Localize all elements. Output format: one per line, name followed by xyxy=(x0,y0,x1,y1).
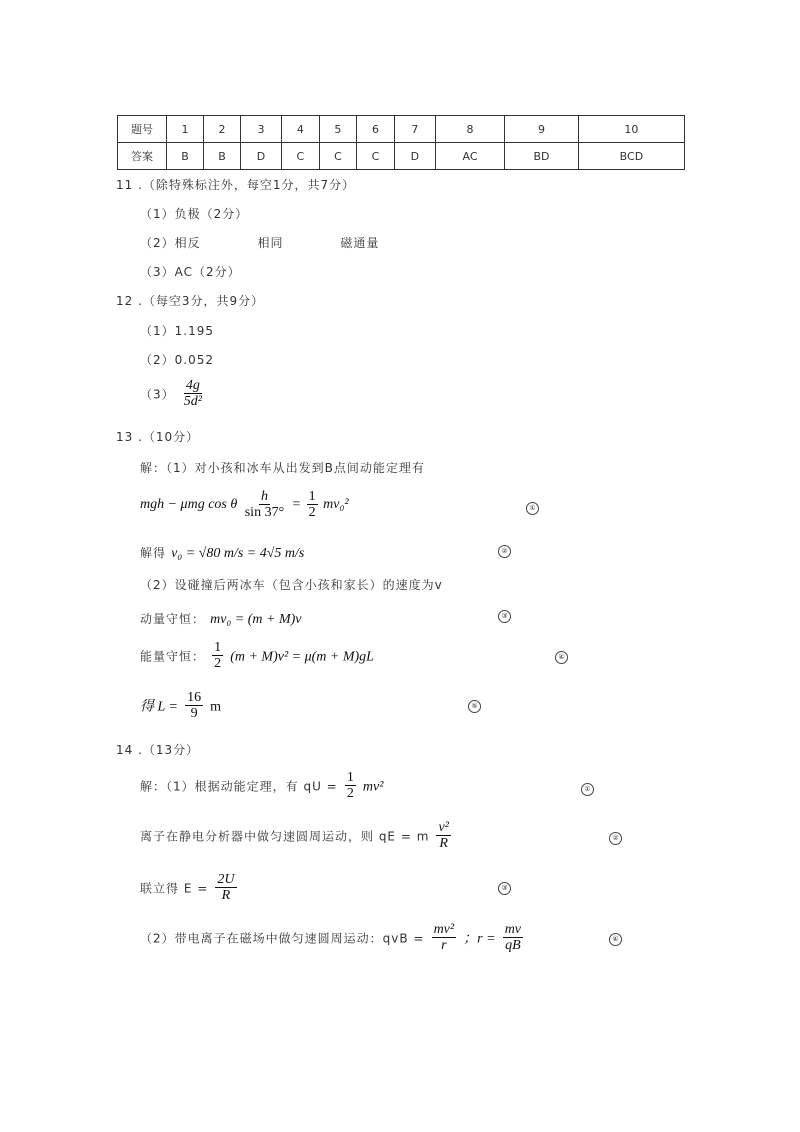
table-row-numbers xyxy=(118,116,685,143)
q14-line1-tail: mv² xyxy=(362,779,384,795)
q13-equation1 xyxy=(140,489,349,521)
marker-1: ① xyxy=(581,783,594,796)
q13-line2-eq: v₀ = √80 m/s = 4√5 m/s xyxy=(171,546,305,561)
q13-line5-label: 能量守恒： xyxy=(140,649,206,664)
q14-line1-label: 解：（1）根据动能定理，有 qU = xyxy=(140,779,338,794)
fraction-numerator: 1 xyxy=(346,770,354,785)
q13-title: 13 .（10分） xyxy=(116,430,200,444)
fraction-numerator: h xyxy=(260,489,268,504)
table-cell: AC xyxy=(435,143,504,170)
table-cell: 8 xyxy=(435,116,504,143)
q14-line4 xyxy=(140,922,525,954)
eq-fraction xyxy=(185,690,203,722)
eq-fraction-half xyxy=(212,640,223,672)
fraction-denominator: sin 37° xyxy=(244,505,285,521)
q13-line4 xyxy=(140,608,302,628)
fraction-denominator: 5d² xyxy=(183,394,202,410)
eq-part: mv₀² xyxy=(323,497,349,513)
table-cell: 7 xyxy=(394,116,435,143)
q13-line4-eq: mv₀ = (m + M)v xyxy=(210,612,302,627)
marker-5: ⑤ xyxy=(468,700,481,713)
q13-line6 xyxy=(140,690,221,722)
table-cell: 10 xyxy=(578,116,684,143)
answer-table xyxy=(117,115,685,170)
fraction-denominator: 2 xyxy=(308,505,316,521)
table-cell: 1 xyxy=(167,116,204,143)
marker-2: ② xyxy=(609,832,622,845)
table-cell: B xyxy=(203,143,240,170)
row-label-number: 题号 xyxy=(118,116,167,143)
table-cell: D xyxy=(240,143,281,170)
table-cell: D xyxy=(394,143,435,170)
table-cell: C xyxy=(357,143,395,170)
q11-title: 11 .（除特殊标注外，每空1分，共7分） xyxy=(116,178,356,192)
q13-line4-label: 动量守恒： xyxy=(140,612,206,626)
fraction-denominator: R xyxy=(221,888,231,904)
marker-4: ④ xyxy=(609,933,622,946)
fraction-numerator: v² xyxy=(438,820,449,835)
q11-part2-b: 相同 xyxy=(257,236,284,250)
q14-line3 xyxy=(140,872,239,904)
q14-line2 xyxy=(140,820,453,852)
q13-line3: （2）设碰撞后两冰车（包含小孩和家长）的速度为v xyxy=(140,578,443,592)
marker-1: ① xyxy=(526,502,539,515)
table-cell: 2 xyxy=(203,116,240,143)
q12-part3-label: （3） xyxy=(140,387,175,402)
q13-line5 xyxy=(140,640,374,672)
q12-part1: （1）1.195 xyxy=(140,324,214,338)
q13-line2 xyxy=(140,542,304,562)
eq-fraction xyxy=(432,922,457,954)
table-cell: BCD xyxy=(578,143,684,170)
q14-line1 xyxy=(140,770,383,802)
fraction-numerator: 16 xyxy=(187,690,202,705)
table-cell: C xyxy=(319,143,357,170)
q14-line4-label: （2）带电离子在磁场中做匀速圆周运动：qvB = xyxy=(140,931,425,946)
table-cell: B xyxy=(167,143,204,170)
q13-line1: 解：（1）对小孩和冰车从出发到B点间动能定理有 xyxy=(140,461,425,475)
fraction-numerator: mv xyxy=(504,922,522,937)
q11-part3: （3）AC（2分） xyxy=(140,265,241,279)
fraction-denominator: 2 xyxy=(346,786,354,802)
q12-title: 12 .（每空3分，共9分） xyxy=(116,294,265,308)
q13-line6-unit: m xyxy=(210,699,222,715)
eq-fraction xyxy=(503,922,523,954)
fraction-denominator: 9 xyxy=(190,706,198,722)
q14-title: 14 .（13分） xyxy=(116,743,200,757)
eq-part: mgh − μmg cos θ xyxy=(140,497,238,513)
q11-part2-a: （2）相反 xyxy=(140,236,201,250)
table-cell: 3 xyxy=(240,116,281,143)
eq-fraction xyxy=(243,489,286,521)
marker-3: ③ xyxy=(498,882,511,895)
q12-part3 xyxy=(140,378,206,410)
table-cell: 5 xyxy=(319,116,357,143)
marker-2: ② xyxy=(498,545,511,558)
fraction-denominator: R xyxy=(439,836,448,852)
table-cell: 9 xyxy=(505,116,579,143)
marker-3: ③ xyxy=(498,610,511,623)
table-row-answers xyxy=(118,143,685,170)
fraction-numerator: 1 xyxy=(214,640,222,655)
q12-fraction xyxy=(182,378,204,410)
table-cell: BD xyxy=(505,143,579,170)
eq-equals: = xyxy=(291,497,302,513)
q12-part2: （2）0.052 xyxy=(140,353,214,367)
table-cell: 4 xyxy=(282,116,320,143)
fraction-numerator: mv² xyxy=(433,922,455,937)
q13-line6-label: 得 L = xyxy=(140,699,178,715)
q14-line4-mid: ；r = xyxy=(463,931,496,947)
marker-4: ④ xyxy=(555,651,568,664)
q14-line3-label: 联立得 E = xyxy=(140,881,209,896)
fraction-numerator: 4g xyxy=(185,378,200,393)
q11-part1: （1）负极（2分） xyxy=(140,207,249,221)
eq-fraction xyxy=(215,872,236,904)
table-cell: C xyxy=(282,143,320,170)
fraction-denominator: qB xyxy=(505,938,521,954)
eq-fraction-half xyxy=(345,770,356,802)
q13-line5-eq: (m + M)v² = μ(m + M)gL xyxy=(230,649,374,665)
fraction-numerator: 1 xyxy=(308,489,316,504)
row-label-answer: 答案 xyxy=(118,143,167,170)
q13-line2-label: 解得 xyxy=(140,546,167,560)
q11-part2 xyxy=(140,234,379,251)
fraction-denominator: 2 xyxy=(214,656,222,672)
fraction-denominator: r xyxy=(441,938,447,954)
q14-line2-label: 离子在静电分析器中做匀速圆周运动，则 qE = m xyxy=(140,829,430,844)
table-cell: 6 xyxy=(357,116,395,143)
eq-fraction xyxy=(436,820,450,852)
fraction-numerator: 2U xyxy=(217,872,235,887)
q11-part2-c: 磁通量 xyxy=(340,236,380,250)
eq-fraction-half xyxy=(307,489,318,521)
